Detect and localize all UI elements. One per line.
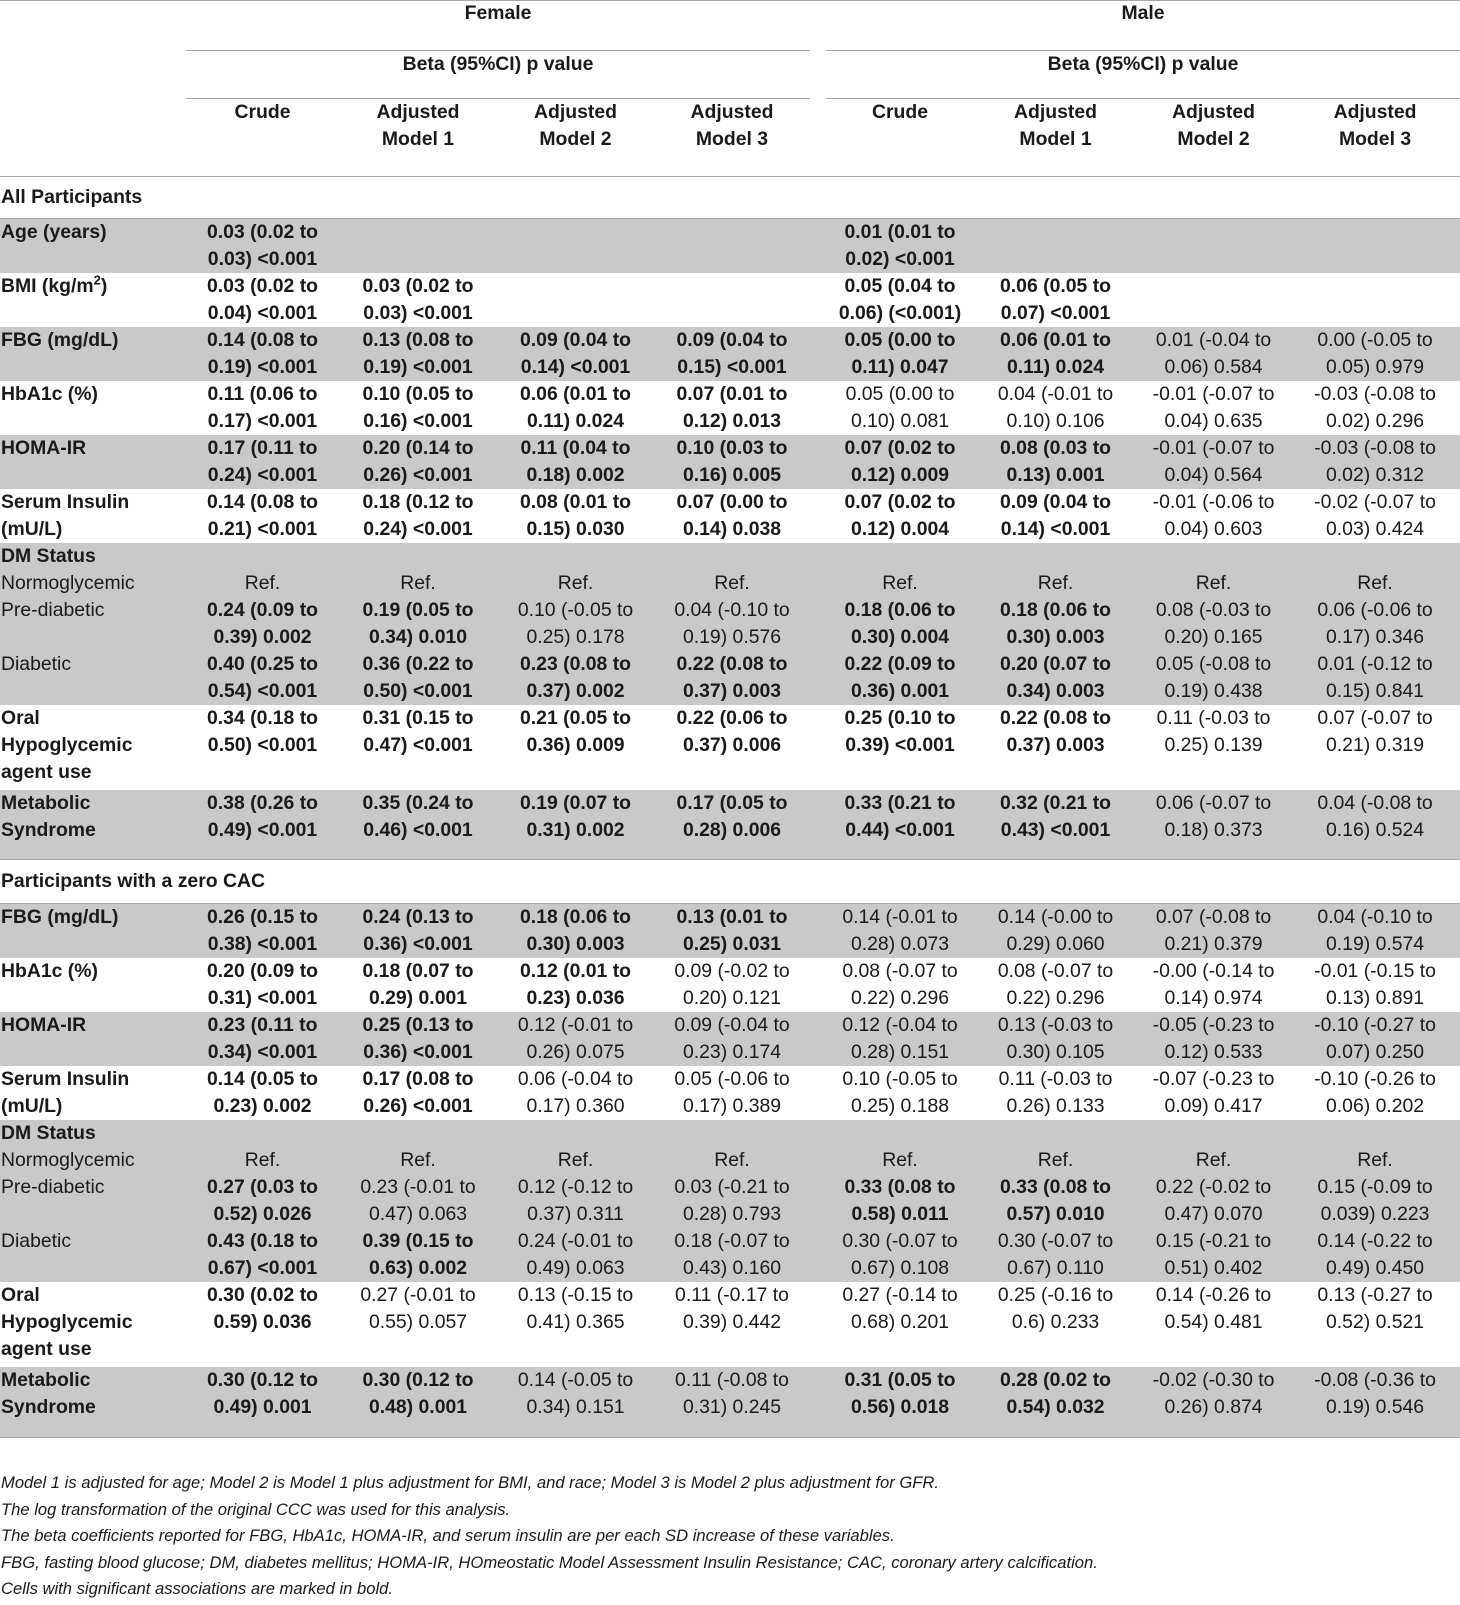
column-gap: [810, 1228, 826, 1282]
table-cell: 0.13 (-0.27 to 0.52) 0.521: [1317, 1284, 1433, 1333]
table-cell: 0.27 (-0.14 to 0.68) 0.201: [842, 1284, 958, 1333]
column-gap: [810, 1282, 826, 1367]
table-cell: 0.09 (-0.02 to 0.20) 0.121: [674, 960, 790, 1009]
table-cell: 0.20 (0.09 to 0.31) <0.001: [206, 960, 318, 1009]
table-cell: 0.03 (0.02 to 0.03) <0.001: [362, 274, 474, 324]
table-cell: 0.13 (-0.03 to 0.30) 0.105: [974, 1012, 1137, 1066]
header-subhead-row: [0, 50, 1460, 98]
table-cell: 0.36 (0.22 to 0.50) <0.001: [339, 651, 497, 705]
table-cell: [654, 273, 810, 327]
table-cell: 0.05 (-0.06 to 0.17) 0.389: [674, 1068, 790, 1117]
table-cell: 0.33 (0.21 to 0.44) <0.001: [826, 790, 974, 860]
table-cell: 0.22 (0.09 to 0.36) 0.001: [826, 651, 974, 705]
dm-status-title: [0, 1120, 1460, 1147]
row-label: Metabolic Syndrome: [0, 1367, 186, 1437]
column-gap: [810, 1066, 826, 1120]
row-label: HOMA-IR: [0, 435, 186, 489]
table-cell: 0.04 (-0.08 to 0.16) 0.524: [1290, 790, 1460, 860]
table-row: [0, 1174, 1460, 1228]
table-cell: 0.25 (-0.16 to 0.6) 0.233: [997, 1284, 1114, 1333]
row-label: FBG (mg/dL): [0, 904, 186, 959]
table-cell: Ref.: [339, 570, 497, 597]
table-cell: 0.30 (0.12 to 0.48) 0.001: [339, 1367, 497, 1437]
table-row: [0, 381, 1460, 435]
table-cell: 0.01 (0.01 to 0.02) <0.001: [826, 218, 974, 273]
table-cell: 0.10 (0.05 to 0.16) <0.001: [362, 382, 474, 432]
row-label: Age (years): [0, 218, 186, 273]
dm-ref-row: [0, 1147, 1460, 1174]
column-header-male-4: Adjusted Model 3: [1290, 98, 1460, 176]
column-gap: [810, 958, 826, 1012]
table-cell: 0.08 (-0.07 to 0.22) 0.296: [997, 960, 1114, 1009]
table-cell: 0.15 (-0.09 to 0.039) 0.223: [1290, 1174, 1460, 1228]
table-cell: -0.02 (-0.07 to 0.03) 0.424: [1314, 490, 1436, 540]
column-gap: [810, 790, 826, 860]
table-cell: Ref.: [186, 570, 339, 597]
table-cell: Ref.: [1290, 570, 1460, 597]
row-label: Serum Insulin (mU/L): [1, 490, 130, 540]
table-cell: 0.08 (-0.07 to 0.22) 0.296: [842, 960, 958, 1009]
table-cell: 0.14 (0.08 to 0.21) <0.001: [206, 490, 318, 540]
table-cell: 0.12 (-0.04 to 0.28) 0.151: [826, 1012, 974, 1066]
table-cell: 0.30 (-0.07 to 0.67) 0.108: [826, 1228, 974, 1282]
table-cell: 0.27 (0.03 to 0.52) 0.026: [186, 1174, 339, 1228]
table-cell: 0.26 (0.15 to 0.38) <0.001: [186, 904, 339, 959]
table-cell: 0.15 (-0.21 to 0.51) 0.402: [1137, 1228, 1290, 1282]
subhead-female: Beta (95%CI) p value: [186, 50, 810, 98]
table-cell: 0.05 (0.00 to 0.10) 0.081: [845, 382, 955, 432]
table-cell: 0.11 (-0.17 to 0.39) 0.442: [675, 1284, 789, 1333]
footnote: Model 1 is adjusted for age; Model 2 is Model 1 plus adjustment for BMI, and race; Model 3 is Model 2 plus adjustment for GFR.: [1, 1473, 940, 1492]
table-cell: 0.14 (-0.01 to 0.28) 0.073: [826, 904, 974, 959]
table-cell: -0.10 (-0.27 to 0.07) 0.250: [1290, 1012, 1460, 1066]
section-title: Participants with a zero CAC: [0, 860, 186, 904]
table-cell: 0.11 (0.04 to 0.18) 0.002: [497, 435, 654, 489]
column-header-male-1: Crude: [826, 98, 974, 176]
column-gap: [810, 651, 826, 705]
table-cell: [1137, 273, 1290, 327]
table-cell: 0.27 (-0.01 to 0.55) 0.057: [360, 1284, 476, 1333]
row-label: Normoglycemic: [0, 570, 186, 597]
table-cell: -0.01 (-0.15 to 0.13) 0.891: [1314, 960, 1436, 1009]
column-gap: [810, 1012, 826, 1066]
table-cell: 0.06 (0.01 to 0.11) 0.024: [974, 327, 1137, 381]
row-label: Diabetic: [0, 1228, 186, 1282]
table-cell: -0.07 (-0.23 to 0.09) 0.417: [1152, 1068, 1275, 1117]
table-cell: 0.10 (-0.05 to 0.25) 0.188: [842, 1068, 958, 1117]
footnote: FBG, fasting blood glucose; DM, diabetes mellitus; HOMA-IR, HOmeostatic Model Assessment Insulin Resistance; CAC, coronary artery calcification.: [1, 1552, 1098, 1572]
table-cell: 0.22 (0.08 to 0.37) 0.003: [654, 651, 810, 705]
table-row: [0, 1066, 1460, 1120]
table-cell: 0.35 (0.24 to 0.46) <0.001: [339, 790, 497, 860]
dm-status-title: [0, 543, 1460, 570]
column-header-male-3: Adjusted Model 2: [1137, 98, 1290, 176]
table-cell: 0.06 (-0.06 to 0.17) 0.346: [1290, 597, 1460, 651]
table-cell: -0.08 (-0.36 to 0.19) 0.546: [1290, 1367, 1460, 1437]
footnote: Cells with significant associations are marked in bold.: [1, 1579, 393, 1598]
table-cell: Ref.: [974, 1147, 1137, 1174]
table-cell: 0.06 (-0.04 to 0.17) 0.360: [517, 1068, 634, 1117]
table-cell: 0.06 (0.01 to 0.11) 0.024: [519, 382, 631, 432]
table-cell: 0.09 (-0.04 to 0.23) 0.174: [654, 1012, 810, 1066]
table-cell: [1290, 218, 1460, 273]
table-cell: 0.30 (0.12 to 0.49) 0.001: [186, 1367, 339, 1437]
row-label: Oral Hypoglycemic agent use: [1, 706, 133, 783]
table-row: [0, 218, 1460, 273]
table-row: [0, 904, 1460, 959]
table-cell: 0.10 (-0.05 to 0.25) 0.178: [497, 597, 654, 651]
table-cell: 0.08 (0.01 to 0.15) 0.030: [519, 490, 631, 540]
table-cell: 0.33 (0.08 to 0.57) 0.010: [974, 1174, 1137, 1228]
table-row: [0, 489, 1460, 543]
row-label: Pre-diabetic: [0, 597, 186, 651]
section-header: [0, 176, 1460, 218]
table-cell: 0.33 (0.08 to 0.58) 0.011: [826, 1174, 974, 1228]
column-header-male-2: Adjusted Model 1: [974, 98, 1137, 176]
table-cell: Ref.: [654, 1147, 810, 1174]
table-cell: 0.18 (0.06 to 0.30) 0.003: [974, 597, 1137, 651]
row-label: BMI $(kg/m^2)$: [1, 272, 108, 297]
table-cell: 0.12 (-0.01 to 0.26) 0.075: [497, 1012, 654, 1066]
column-gap: [810, 273, 826, 327]
column-gap: [810, 570, 826, 597]
table-cell: 0.14 (0.05 to 0.23) 0.002: [206, 1068, 318, 1117]
table-cell: -0.05 (-0.23 to 0.12) 0.533: [1137, 1012, 1290, 1066]
table-cell: 0.00 (-0.05 to 0.05) 0.979: [1290, 327, 1460, 381]
table-row: [0, 597, 1460, 651]
column-header-female-1: Crude: [186, 98, 339, 176]
row-label: Metabolic Syndrome: [0, 790, 186, 860]
row-label: Normoglycemic: [0, 1147, 186, 1174]
table-cell: -0.00 (-0.14 to 0.14) 0.974: [1152, 960, 1275, 1009]
table-cell: 0.28 (0.02 to 0.54) 0.032: [974, 1367, 1137, 1437]
table-cell: -0.01 (-0.07 to 0.04) 0.564: [1137, 435, 1290, 489]
table-cell: 0.03 (0.02 to 0.03) <0.001: [186, 218, 339, 273]
table-cell: 0.03 (-0.21 to 0.28) 0.793: [654, 1174, 810, 1228]
column-gap: [810, 1147, 826, 1174]
table-cell: 0.18 (0.06 to 0.30) 0.004: [826, 597, 974, 651]
table-cell: 0.22 (0.06 to 0.37) 0.006: [676, 706, 788, 756]
row-label: HOMA-IR: [0, 1012, 186, 1066]
table-cell: 0.13 (0.01 to 0.25) 0.031: [654, 904, 810, 959]
group-female: Female: [186, 0, 810, 50]
column-gap: [810, 327, 826, 381]
row-label: Diabetic: [0, 651, 186, 705]
group-male: Male: [826, 0, 1460, 50]
table-cell: 0.22 (0.08 to 0.37) 0.003: [1000, 706, 1112, 756]
table-cell: 0.09 (0.04 to 0.14) <0.001: [1000, 490, 1112, 540]
column-gap: [810, 597, 826, 651]
table-cell: 0.04 (-0.01 to 0.10) 0.106: [997, 382, 1114, 432]
table-cell: 0.23 (0.08 to 0.37) 0.002: [497, 651, 654, 705]
table-row: [0, 651, 1460, 705]
row-label: Oral Hypoglycemic agent use: [1, 1284, 133, 1360]
table-row: [0, 1282, 1460, 1367]
table-cell: [654, 218, 810, 273]
table-cell: 0.14 (-0.22 to 0.49) 0.450: [1290, 1228, 1460, 1282]
column-header-row: [0, 98, 1460, 176]
table-cell: 0.14 (-0.00 to 0.29) 0.060: [974, 904, 1137, 959]
table-cell: Ref.: [1290, 1147, 1460, 1174]
section-title: DM Status: [0, 543, 186, 570]
table-cell: Ref.: [826, 570, 974, 597]
table-cell: 0.40 (0.25 to 0.54) <0.001: [186, 651, 339, 705]
table-cell: 0.17 (0.05 to 0.28) 0.006: [654, 790, 810, 860]
table-row: [0, 1367, 1460, 1437]
subhead-male: Beta (95%CI) p value: [826, 50, 1460, 98]
table-cell: 0.25 (0.13 to 0.36) <0.001: [339, 1012, 497, 1066]
table-cell: 0.07 (-0.08 to 0.21) 0.379: [1137, 904, 1290, 959]
table-cell: 0.20 (0.07 to 0.34) 0.003: [974, 651, 1137, 705]
dm-ref-row: [0, 570, 1460, 597]
table-cell: 0.12 (-0.12 to 0.37) 0.311: [497, 1174, 654, 1228]
table-cell: -0.02 (-0.30 to 0.26) 0.874: [1137, 1367, 1290, 1437]
column-gap: [810, 904, 826, 959]
table-row: [0, 327, 1460, 381]
table-cell: 0.23 (0.11 to 0.34) <0.001: [186, 1012, 339, 1066]
table-cell: -0.01 (-0.07 to 0.04) 0.635: [1152, 382, 1275, 432]
table-cell: -0.01 (-0.06 to 0.04) 0.603: [1152, 490, 1275, 540]
table-cell: -0.03 (-0.08 to 0.02) 0.312: [1290, 435, 1460, 489]
table-cell: 0.17 (0.11 to 0.24) <0.001: [186, 435, 339, 489]
table-cell: [974, 218, 1137, 273]
table-cell: 0.06 (-0.07 to 0.18) 0.373: [1137, 790, 1290, 860]
table-cell: 0.31 (0.05 to 0.56) 0.018: [826, 1367, 974, 1437]
row-label: Pre-diabetic: [0, 1174, 186, 1228]
table-row: [0, 705, 1460, 790]
table-cell: 0.01 (-0.12 to 0.15) 0.841: [1290, 651, 1460, 705]
footnotes: [1, 1470, 1098, 1603]
table-cell: 0.19 (0.07 to 0.31) 0.002: [497, 790, 654, 860]
table-cell: 0.18 (0.07 to 0.29) 0.001: [362, 960, 474, 1009]
column-gap: [810, 1174, 826, 1228]
table-cell: 0.31 (0.15 to 0.47) <0.001: [362, 706, 474, 756]
column-header-female-2: Adjusted Model 1: [339, 98, 497, 176]
table-cell: 0.14 (0.08 to 0.19) <0.001: [186, 327, 339, 381]
table-cell: 0.06 (0.05 to 0.07) <0.001: [1000, 274, 1112, 324]
table-cell: 0.07 (0.00 to 0.14) 0.038: [676, 490, 788, 540]
table-cell: 0.10 (0.03 to 0.16) 0.005: [654, 435, 810, 489]
table-cell: 0.11 (0.06 to 0.17) <0.001: [207, 382, 318, 432]
table-cell: 0.17 (0.08 to 0.26) <0.001: [362, 1068, 474, 1117]
column-gap: [810, 435, 826, 489]
table-cell: 0.24 (0.09 to 0.39) 0.002: [186, 597, 339, 651]
table-cell: 0.21 (0.05 to 0.36) 0.009: [519, 706, 631, 756]
table-cell: 0.20 (0.14 to 0.26) <0.001: [339, 435, 497, 489]
table-cell: 0.11 (-0.03 to 0.25) 0.139: [1156, 706, 1271, 756]
table-cell: 0.19 (0.05 to 0.34) 0.010: [339, 597, 497, 651]
table-cell: 0.39 (0.15 to 0.63) 0.002: [339, 1228, 497, 1282]
column-gap: [810, 705, 826, 790]
table-cell: Ref.: [1137, 570, 1290, 597]
table-cell: 0.30 (-0.07 to 0.67) 0.110: [974, 1228, 1137, 1282]
table-cell: 0.18 (-0.07 to 0.43) 0.160: [654, 1228, 810, 1282]
table-cell: 0.23 (-0.01 to 0.47) 0.063: [339, 1174, 497, 1228]
row-label: Serum Insulin (mU/L): [1, 1068, 130, 1117]
table-cell: [497, 273, 654, 327]
section-title: DM Status: [0, 1120, 186, 1147]
table-cell: 0.07 (0.02 to 0.12) 0.009: [826, 435, 974, 489]
section-title: All Participants: [0, 176, 186, 218]
table-cell: 0.24 (-0.01 to 0.49) 0.063: [497, 1228, 654, 1282]
table-cell: 0.08 (0.03 to 0.13) 0.001: [974, 435, 1137, 489]
row-label: HbA1c (%): [1, 382, 98, 405]
table-row: [0, 435, 1460, 489]
table-cell: 0.04 (-0.10 to 0.19) 0.576: [654, 597, 810, 651]
table-cell: 0.07 (0.02 to 0.12) 0.004: [844, 490, 956, 540]
table-cell: Ref.: [497, 1147, 654, 1174]
table-cell: 0.32 (0.21 to 0.43) <0.001: [974, 790, 1137, 860]
table-row: [0, 958, 1460, 1012]
table-cell: [497, 218, 654, 273]
footnote: The beta coefficients reported for FBG, HbA1c, HOMA-IR, and serum insulin are per each SD increase of these variables.: [1, 1526, 895, 1545]
table-cell: Ref.: [1137, 1147, 1290, 1174]
table-cell: 0.05 (0.04 to 0.06) (<0.001): [838, 274, 962, 324]
table-cell: 0.04 (-0.10 to 0.19) 0.574: [1290, 904, 1460, 959]
column-gap: [810, 1367, 826, 1437]
table-row: [0, 273, 1460, 327]
table-cell: 0.13 (0.08 to 0.19) <0.001: [339, 327, 497, 381]
table-cell: 0.07 (-0.07 to 0.21) 0.319: [1317, 706, 1433, 756]
table-cell: Ref.: [974, 570, 1137, 597]
table-cell: 0.24 (0.13 to 0.36) <0.001: [339, 904, 497, 959]
header-group-row: [0, 0, 1460, 50]
table-cell: [1137, 218, 1290, 273]
column-gap: [810, 381, 826, 435]
row-label: HbA1c (%): [1, 960, 98, 982]
table-cell: Ref.: [654, 570, 810, 597]
table-cell: 0.14 (-0.26 to 0.54) 0.481: [1155, 1284, 1272, 1333]
section-header: [0, 860, 1460, 904]
table-cell: Ref.: [826, 1147, 974, 1174]
table-cell: 0.18 (0.06 to 0.30) 0.003: [497, 904, 654, 959]
table-row: [0, 1012, 1460, 1066]
table-cell: 0.14 (-0.05 to 0.34) 0.151: [497, 1367, 654, 1437]
table-cell: 0.05 (-0.08 to 0.19) 0.438: [1137, 651, 1290, 705]
table-cell: 0.09 (0.04 to 0.15) <0.001: [654, 327, 810, 381]
table-cell: 0.34 (0.18 to 0.50) <0.001: [206, 706, 318, 756]
row-label: FBG (mg/dL): [0, 327, 186, 381]
column-header-female-3: Adjusted Model 2: [497, 98, 654, 176]
table-cell: 0.07 (0.01 to 0.12) 0.013: [676, 382, 788, 432]
table-row: [0, 790, 1460, 860]
table-cell: -0.10 (-0.26 to 0.06) 0.202: [1314, 1068, 1436, 1117]
table-cell: 0.11 (-0.08 to 0.31) 0.245: [654, 1367, 810, 1437]
table-cell: 0.13 (-0.15 to 0.41) 0.365: [517, 1284, 634, 1333]
column-gap: [810, 489, 826, 543]
table-cell: 0.03 (0.02 to 0.04) <0.001: [206, 274, 318, 324]
table-top-rule: [0, 0, 1460, 1]
table-cell: 0.08 (-0.03 to 0.20) 0.165: [1137, 597, 1290, 651]
table-cell: Ref.: [186, 1147, 339, 1174]
column-gap: [810, 218, 826, 273]
table-cell: 0.05 (0.00 to 0.11) 0.047: [826, 327, 974, 381]
table-cell: 0.30 (0.02 to 0.59) 0.036: [206, 1284, 318, 1333]
table-cell: [1290, 273, 1460, 327]
table-cell: 0.18 (0.12 to 0.24) <0.001: [362, 490, 474, 540]
table-cell: 0.25 (0.10 to 0.39) <0.001: [844, 706, 956, 756]
table-cell: 0.11 (-0.03 to 0.26) 0.133: [998, 1068, 1113, 1117]
table-cell: 0.22 (-0.02 to 0.47) 0.070: [1137, 1174, 1290, 1228]
table-cell: 0.38 (0.26 to 0.49) <0.001: [186, 790, 339, 860]
table-cell: Ref.: [339, 1147, 497, 1174]
table-cell: 0.09 (0.04 to 0.14) <0.001: [497, 327, 654, 381]
table-cell: [339, 218, 497, 273]
footnote: The log transformation of the original CCC was used for this analysis.: [1, 1499, 511, 1519]
table-cell: 0.12 (0.01 to 0.23) 0.036: [519, 960, 631, 1009]
table-cell: -0.03 (-0.08 to 0.02) 0.296: [1314, 382, 1436, 432]
table-cell: 0.01 (-0.04 to 0.06) 0.584: [1137, 327, 1290, 381]
column-header-female-4: Adjusted Model 3: [654, 98, 810, 176]
table-cell: 0.43 (0.18 to 0.67) <0.001: [186, 1228, 339, 1282]
table-cell: Ref.: [497, 570, 654, 597]
table-row: [0, 1228, 1460, 1282]
